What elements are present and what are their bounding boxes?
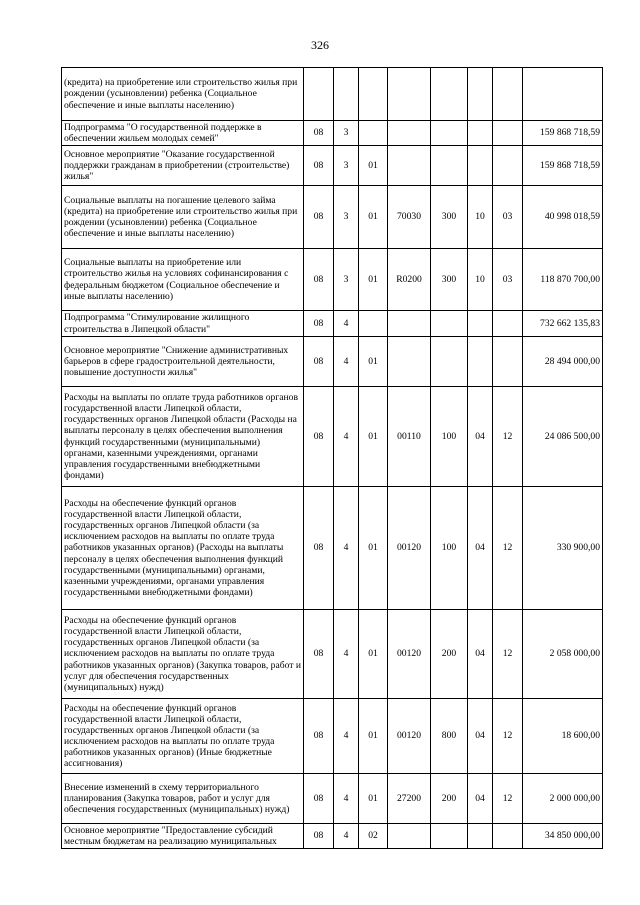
row-code-1: 08 [304, 387, 334, 487]
row-code-6: 04 [468, 774, 493, 824]
row-description: Расходы на выплаты по оплате труда работников органов государственной власти Липецкой области, государственных органов Липецкой области (Расходы на выплаты персоналу в целях обеспечения выполнения функций государственными (муниципальными) органами, казенными учреждениями, органами управления государственными внебюджетными фондами) [62, 387, 304, 487]
row-code-7 [493, 824, 523, 849]
row-code-7 [493, 121, 523, 146]
row-code-7: 03 [493, 249, 523, 311]
row-code-2: 4 [334, 387, 359, 487]
row-code-4: 00120 [388, 487, 431, 610]
row-code-2: 4 [334, 311, 359, 337]
row-code-5 [431, 121, 468, 146]
row-code-3: 01 [359, 774, 388, 824]
row-code-4: 70030 [388, 186, 431, 249]
row-code-4: R0200 [388, 249, 431, 311]
row-code-3: 01 [359, 610, 388, 699]
row-code-6: 10 [468, 249, 493, 311]
row-code-4: 00120 [388, 610, 431, 699]
row-code-2: 3 [334, 146, 359, 186]
table-row [62, 121, 603, 146]
row-description: Расходы на обеспечение функций органов государственной власти Липецкой области, государственных органов Липецкой области (за исключением расходов на выплаты по оплате труда работников указанных органов) (Закупка товаров, работ и услуг для обеспечения государственных (муниципальных) нужд) [62, 610, 304, 699]
row-code-4 [388, 121, 431, 146]
row-amount: 330 900,00 [523, 487, 603, 610]
row-code-2 [334, 68, 359, 121]
row-code-5: 100 [431, 387, 468, 487]
row-code-7: 12 [493, 610, 523, 699]
table-row [62, 146, 603, 186]
row-code-6 [468, 68, 493, 121]
row-code-7: 03 [493, 186, 523, 249]
row-amount: 732 662 135,83 [523, 311, 603, 337]
row-code-5 [431, 824, 468, 849]
row-description: Социальные выплаты на приобретение или строительство жилья на условиях софинансирования с федеральным бюджетом (Социальное обеспечение и иные выплаты населению) [62, 249, 304, 311]
row-amount [523, 68, 603, 121]
row-amount: 2 058 000,00 [523, 610, 603, 699]
row-code-3: 01 [359, 337, 388, 387]
row-code-7: 12 [493, 699, 523, 774]
row-code-2: 4 [334, 610, 359, 699]
row-code-6: 10 [468, 186, 493, 249]
row-code-3: 01 [359, 186, 388, 249]
row-code-3: 01 [359, 387, 388, 487]
row-code-7: 12 [493, 774, 523, 824]
row-description: Основное мероприятие "Снижение административных барьеров в сфере градостроительной деятельности, повышение доступности жилья" [62, 337, 304, 387]
row-code-6: 04 [468, 387, 493, 487]
row-code-5: 100 [431, 487, 468, 610]
row-code-1: 08 [304, 146, 334, 186]
row-amount: 18 600,00 [523, 699, 603, 774]
row-code-6 [468, 146, 493, 186]
row-code-1: 08 [304, 824, 334, 849]
row-code-5: 200 [431, 610, 468, 699]
table-row [62, 824, 603, 849]
table-row [62, 699, 603, 774]
table-row [62, 68, 603, 121]
row-code-1: 08 [304, 186, 334, 249]
row-code-7: 12 [493, 487, 523, 610]
row-code-4 [388, 337, 431, 387]
row-amount: 28 494 000,00 [523, 337, 603, 387]
row-description: (кредита) на приобретение или строительство жилья при рождении (усыновлении) ребенка (Социальное обеспечение и иные выплаты населению) [62, 68, 304, 121]
row-code-2: 4 [334, 487, 359, 610]
row-code-1: 08 [304, 774, 334, 824]
row-code-5: 800 [431, 699, 468, 774]
row-code-1: 08 [304, 311, 334, 337]
page-number: 326 [311, 38, 329, 52]
row-code-4 [388, 68, 431, 121]
row-code-4: 27200 [388, 774, 431, 824]
row-code-7 [493, 146, 523, 186]
row-code-7 [493, 311, 523, 337]
row-code-5: 300 [431, 186, 468, 249]
row-code-3: 01 [359, 249, 388, 311]
row-code-5: 200 [431, 774, 468, 824]
table-row [62, 387, 603, 487]
row-description: Подпрограмма "Стимулирование жилищного строительства в Липецкой области" [62, 311, 304, 337]
table-row [62, 487, 603, 610]
row-code-3: 02 [359, 824, 388, 849]
row-code-6 [468, 824, 493, 849]
row-code-7 [493, 68, 523, 121]
row-code-1: 08 [304, 487, 334, 610]
row-description: Основное мероприятие "Предоставление субсидий местным бюджетам на реализацию муниципальных [62, 824, 304, 849]
row-code-6 [468, 337, 493, 387]
row-code-1: 08 [304, 699, 334, 774]
table-row [62, 337, 603, 387]
table-row [62, 186, 603, 249]
row-description: Внесение изменений в схему территориального планирования (Закупка товаров, работ и услуг для обеспечения государственных (муниципальных) нужд) [62, 774, 304, 824]
row-code-3 [359, 68, 388, 121]
row-code-7: 12 [493, 387, 523, 487]
row-code-5 [431, 68, 468, 121]
row-code-1: 08 [304, 610, 334, 699]
row-code-4 [388, 824, 431, 849]
table-row [62, 610, 603, 699]
table-row [62, 311, 603, 337]
row-amount: 2 000 000,00 [523, 774, 603, 824]
row-amount: 40 998 018,59 [523, 186, 603, 249]
row-code-4 [388, 146, 431, 186]
row-code-5 [431, 311, 468, 337]
row-code-1 [304, 68, 334, 121]
row-code-5 [431, 337, 468, 387]
row-code-3: 01 [359, 146, 388, 186]
row-code-3: 01 [359, 699, 388, 774]
row-code-4: 00110 [388, 387, 431, 487]
row-code-2: 4 [334, 774, 359, 824]
row-code-7 [493, 337, 523, 387]
budget-table [61, 67, 603, 849]
row-code-4: 00120 [388, 699, 431, 774]
row-description: Подпрограмма "О государственной поддержке в обеспечении жильем молодых семей" [62, 121, 304, 146]
row-amount: 159 868 718,59 [523, 146, 603, 186]
row-description: Расходы на обеспечение функций органов государственной власти Липецкой области, государственных органов Липецкой области (за исключением расходов на выплаты по оплате труда работников указанных органов) (Расходы на выплаты персоналу в целях обеспечения выполнения функций государственными (муниципальными) органами, казенными учреждениями, органами управления государственными внебюджетными фондами) [62, 487, 304, 610]
row-code-3: 01 [359, 487, 388, 610]
table-row [62, 249, 603, 311]
row-amount: 34 850 000,00 [523, 824, 603, 849]
row-description: Расходы на обеспечение функций органов государственной власти Липецкой области, государственных органов Липецкой области (за исключением расходов на выплаты по оплате труда работников указанных органов) (Иные бюджетные ассигнования) [62, 699, 304, 774]
row-code-2: 3 [334, 186, 359, 249]
row-description: Социальные выплаты на погашение целевого займа (кредита) на приобретение или строительство жилья при рождении (усыновлении) ребенка (Социальное обеспечение и иные выплаты населению) [62, 186, 304, 249]
row-amount: 118 870 700,00 [523, 249, 603, 311]
row-code-2: 3 [334, 121, 359, 146]
row-code-2: 4 [334, 699, 359, 774]
row-code-6: 04 [468, 699, 493, 774]
row-code-6 [468, 311, 493, 337]
row-code-6 [468, 121, 493, 146]
row-code-3 [359, 311, 388, 337]
row-description: Основное мероприятие "Оказание государственной поддержки гражданам в приобретении (строительстве) жилья" [62, 146, 304, 186]
row-code-6: 04 [468, 610, 493, 699]
row-amount: 24 086 500,00 [523, 387, 603, 487]
row-code-2: 3 [334, 249, 359, 311]
row-code-5: 300 [431, 249, 468, 311]
row-code-5 [431, 146, 468, 186]
row-code-3 [359, 121, 388, 146]
row-code-1: 08 [304, 249, 334, 311]
table-row [62, 774, 603, 824]
row-code-4 [388, 311, 431, 337]
row-code-2: 4 [334, 337, 359, 387]
row-code-2: 4 [334, 824, 359, 849]
row-code-6: 04 [468, 487, 493, 610]
row-amount: 159 868 718,59 [523, 121, 603, 146]
row-code-1: 08 [304, 121, 334, 146]
row-code-1: 08 [304, 337, 334, 387]
